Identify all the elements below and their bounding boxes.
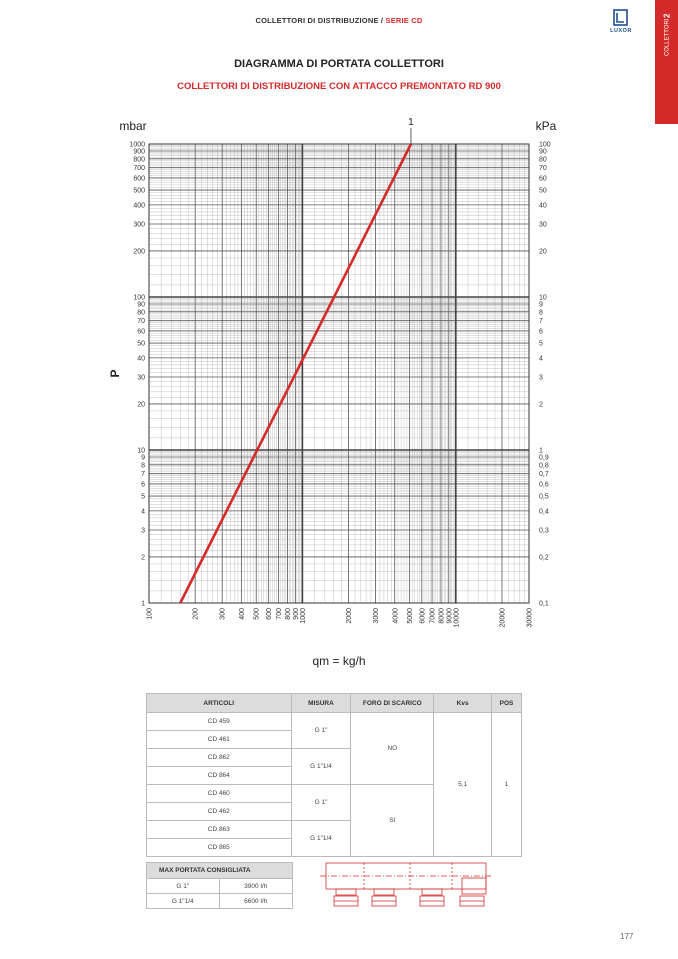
x-tick-label: 8000 (438, 608, 446, 624)
max-flow-table (146, 862, 293, 909)
page-header (0, 16, 678, 25)
y-right-tick-label: 30 (539, 221, 547, 229)
series-label: 1 (408, 117, 414, 128)
grid-minor (149, 144, 529, 603)
y-right-tick-label: 80 (539, 156, 547, 164)
y-axis-label: P (108, 369, 122, 378)
y-left-tick-label: 30 (137, 374, 145, 382)
page-number: 177 (620, 932, 634, 941)
section-tab-text (662, 14, 671, 56)
col-header-misura: MISURA (291, 694, 351, 713)
y-left-tick-label: 1 (141, 600, 145, 608)
logo-text: LUXOR (610, 28, 632, 34)
cell-articolo: CD 462 (147, 803, 292, 821)
y-right-tick-label: 6 (539, 328, 543, 336)
y-right-tick-label: 50 (539, 187, 547, 195)
x-tick-label: 20000 (499, 608, 507, 628)
x-tick-label: 400 (238, 608, 246, 620)
y-right-tick-label: 3 (539, 374, 543, 382)
y-left-tick-label: 40 (137, 355, 145, 363)
x-tick-label: 300 (219, 608, 227, 620)
y-left-tick-label: 300 (133, 221, 145, 229)
y-left-tick-label: 70 (137, 318, 145, 326)
y-right-tick-label: 2 (539, 401, 543, 409)
y-right-tick-label: 0,4 (539, 508, 549, 516)
cell-misura: G 1"1/4 (291, 821, 351, 857)
y-right-tick-label: 8 (539, 309, 543, 317)
right-unit-label: kPa (535, 119, 557, 133)
y-left-tick-label: 10 (137, 447, 145, 455)
y-right-tick-label: 10 (539, 294, 547, 302)
table-row (147, 879, 293, 894)
cell-kvs: 5,1 (434, 713, 492, 857)
x-tick-label: 6000 (419, 608, 427, 624)
y-right-tick-label: 60 (539, 175, 547, 183)
y-right-tick-label: 1 (539, 447, 543, 455)
cell-articolo: CD 460 (147, 785, 292, 803)
table-header-row (147, 694, 522, 713)
x-tick-label: 10000 (453, 608, 461, 628)
y-left-tick-label: 8 (141, 462, 145, 470)
table-row (147, 894, 293, 909)
page-subtitle: COLLETTORI DI DISTRIBUZIONE CON ATTACCO PREMONTATO RD 900 (177, 81, 501, 92)
manifold-drawing-icon (318, 858, 494, 914)
section-tab-number: 2 (662, 14, 671, 19)
page-title: DIAGRAMMA DI PORTATA COLLETTORI (234, 58, 444, 70)
x-tick-label: 30000 (526, 608, 534, 628)
cell-articolo: CD 862 (147, 749, 292, 767)
x-tick-label: 600 (265, 608, 273, 620)
y-left-tick-label: 500 (133, 187, 145, 195)
y-left-tick-label: 1000 (129, 141, 145, 149)
y-right-tick-label: 0,3 (539, 527, 549, 535)
cell-foro: NO (351, 713, 434, 785)
max-table-header: MAX PORTATA CONSIGLIATA (147, 863, 293, 879)
y-right-tick-label: 20 (539, 248, 547, 256)
y-right-tick-label: 0,2 (539, 554, 549, 562)
y-left-tick-label: 6 (141, 481, 145, 489)
y-right-tick-label: 90 (539, 148, 547, 156)
y-right-tick-label: 40 (539, 202, 547, 210)
x-tick-label: 3000 (373, 608, 381, 624)
cell-foro: SI (351, 785, 434, 857)
x-tick-label: 800 (285, 608, 293, 620)
y-right-tick-label: 0,6 (539, 481, 549, 489)
y-left-tick-label: 5 (141, 493, 145, 501)
x-tick-label: 100 (146, 608, 154, 620)
y-right-tick-label: 0,8 (539, 462, 549, 470)
y-right-tick-label: 5 (539, 340, 543, 348)
y-left-tick-label: 4 (141, 508, 145, 516)
cell-value: 3900 l/h (219, 879, 293, 894)
col-header-foro: FORO DI SCARICO (351, 694, 434, 713)
y-left-tick-label: 20 (137, 401, 145, 409)
header-accent: SERIE CD (385, 16, 423, 25)
x-tick-label: 700 (276, 608, 284, 620)
section-tab-label: COLLETTORI (664, 18, 670, 57)
y-left-tick-label: 60 (137, 328, 145, 336)
y-right-tick-label: 0,5 (539, 493, 549, 501)
y-left-tick-label: 9 (141, 454, 145, 462)
y-left-tick-label: 900 (133, 148, 145, 156)
y-left-tick-label: 2 (141, 554, 145, 562)
col-header-articoli: ARTICOLI (147, 694, 292, 713)
cell-articolo: CD 865 (147, 839, 292, 857)
x-tick-label: 5000 (407, 608, 415, 624)
articles-table (146, 693, 522, 857)
y-left-tick-label: 90 (137, 301, 145, 309)
cell-misura: G 1"1/4 (291, 749, 351, 785)
y-left-tick-label: 200 (133, 248, 145, 256)
x-tick-label: 4000 (392, 608, 400, 624)
y-left-tick-label: 100 (133, 294, 145, 302)
y-left-tick-label: 50 (137, 340, 145, 348)
y-right-tick-label: 0,1 (539, 600, 549, 608)
x-tick-label: 200 (192, 608, 200, 620)
cell-size: G 1" (147, 879, 220, 894)
y-right-tick-label: 7 (539, 318, 543, 326)
flow-chart (0, 110, 678, 680)
cell-articolo: CD 459 (147, 713, 292, 731)
cell-pos: 1 (492, 713, 522, 857)
x-tick-label: 2000 (346, 608, 354, 624)
y-left-tick-label: 7 (141, 471, 145, 479)
cell-articolo: CD 461 (147, 731, 292, 749)
y-left-tick-label: 800 (133, 156, 145, 164)
header-prefix: COLLETTORI DI DISTRIBUZIONE / (255, 16, 386, 25)
y-left-tick-label: 400 (133, 202, 145, 210)
x-tick-label: 9000 (446, 608, 454, 624)
plot-frame (149, 144, 529, 603)
cell-articolo: CD 863 (147, 821, 292, 839)
x-tick-label: 7000 (429, 608, 437, 624)
col-header-pos: POS (492, 694, 522, 713)
y-right-tick-label: 4 (539, 355, 543, 363)
x-tick-label: 500 (253, 608, 261, 620)
y-right-tick-label: 0,7 (539, 471, 549, 479)
y-left-tick-label: 600 (133, 175, 145, 183)
x-tick-label: 900 (292, 608, 300, 620)
y-right-tick-label: 70 (539, 165, 547, 173)
col-header-kvs: Kvs (434, 694, 492, 713)
y-left-tick-label: 3 (141, 527, 145, 535)
cell-size: G 1"1/4 (147, 894, 220, 909)
max-table-header-row (147, 863, 293, 879)
y-left-tick-label: 700 (133, 165, 145, 173)
cell-articolo: CD 864 (147, 767, 292, 785)
y-right-tick-label: 9 (539, 301, 543, 309)
y-right-tick-label: 100 (539, 141, 551, 149)
table-row (147, 713, 522, 731)
y-right-tick-label: 0,9 (539, 454, 549, 462)
left-unit-label: mbar (119, 119, 147, 133)
y-left-tick-label: 80 (137, 309, 145, 317)
x-tick-label: 1000 (299, 608, 307, 624)
cell-misura: G 1" (291, 713, 351, 749)
x-axis-label: qm = kg/h (312, 654, 366, 668)
cell-value: 6600 l/h (219, 894, 293, 909)
cell-misura: G 1" (291, 785, 351, 821)
